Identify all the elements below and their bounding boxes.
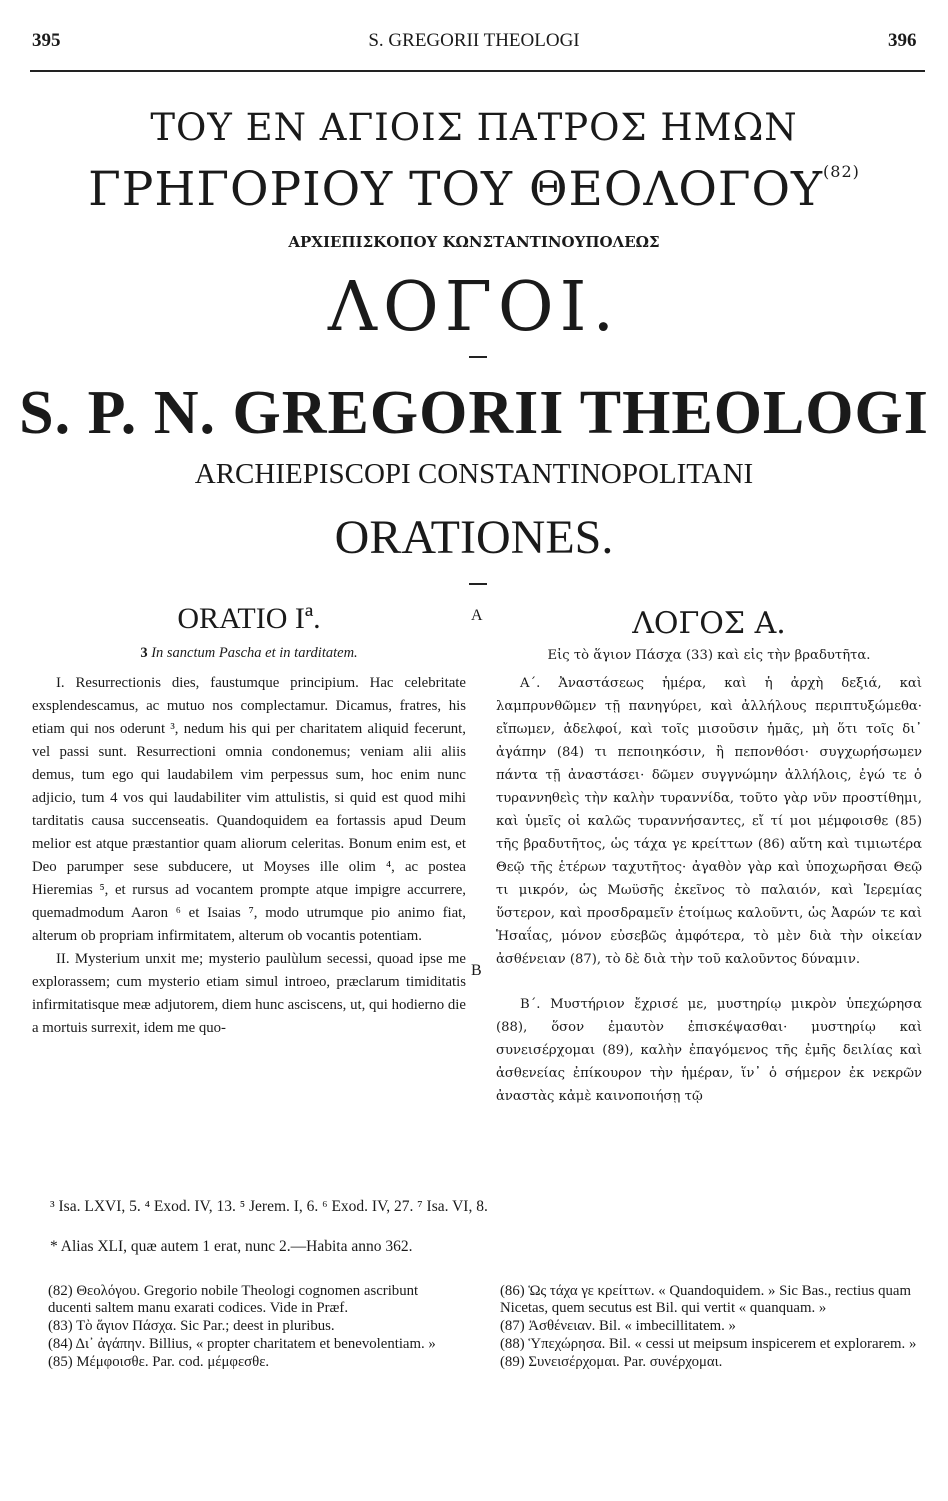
greek-paragraph-2: Β΄. Μυστήριον ἔχρισέ με, μυστηρίῳ μικρὸν ὑπεχώρησα (88), ὅσον ἐμαυτὸν ἐπισκέψασθαι· μυστηρίῳ καὶ συνεισέρχομαι (89), καλὴν ἐπαγόμενος τῆς ἐμῆς δειλίας καὶ ἀσθενείας ἐπίκουρον τὴν ἡμέραν, ἵν᾽ ὁ σήμερον ἐκ νεκρῶν ἀναστὰς κἀμὲ καινοποιήσῃ τῷ: [496, 997, 922, 1104]
greek-paragraph-1: Α΄. Ἀναστάσεως ἡμέρα, καὶ ἡ ἀρχὴ δεξιά, καὶ λαμπρυνθῶμεν τῇ πανηγύρει, καὶ ἀλλήλους περιπτυξώμεθα· εἴπωμεν, ἀδελφοί, καὶ τοῖς μισοῦσιν ἡμᾶς, μὴ ὅτι τοῖς δι᾽ ἀγάπην (84) τι πεποιηκόσιν, ἢ πεπονθόσι· συγχωρήσωμεν πάντα τῇ ἀναστάσει· δῶμεν συγγνώμην ἀλλήλοις, ἐγώ τε ὁ τυραννηθεὶς τὴν καλὴν τυραννίδα, τοῦτο γὰρ νῦν προστίθημι, καὶ ὑμεῖς οἱ καλῶς τυραννήσαντες, εἴ τί μοι μέμφοισθε (85) τῆς βραδυτῆτος, ὡς τάχα γε κρείττων (86) αὕτη καὶ τιμιωτέρα Θεῷ τῆς ἑτέρων ταχυτῆτος· ἀγαθὸν γὰρ καὶ ὑποχωρῆσαι Θεῷ τι μικρόν, ὡς Μωϋσῆς ἐκεῖνος τὸ παλαιόν, καὶ Ἱερεμίας ὕστερον, καὶ προσδραμεῖν ἑτοίμως καλοῦντι, ὡς Ἀαρών τε καὶ Ἡσαΐας, μόνον εὐσεβῶς ἀμφότερα, τὸ μὲν διὰ τὴν οἰκείαν ἀσθένειαν (87), τὸ δὲ διὰ τὴν τοῦ καλοῦντος δύναμιν.: [496, 676, 922, 967]
page-number-right: 396: [888, 30, 917, 51]
notes-right: [500, 1283, 920, 1372]
latin-paragraph-1: I. Resurrectionis dies, faustumque principium. Hac celebritate exsplendescamus, ac mutuo nos complectamur. Dicamus, fratres, his etiam qui nos oderunt ³, nedum his qui per charitatem aliquid fecerunt, vel passi sunt. Resurrectioni omnia condonemus; veniam alii aliis demus, tum ego qui laudabilem vim perpessus sum, hoc enim nunc adjicio, tum 4 vos qui laudabiliter vim attulistis, si quid est quod mihi tarditatis causa succenseatis. Quandoquidem ea fortassis apud Deum melior est atque præstantior quam aliorum celeritas. Bonum enim est, et Deo parumper sese subducere, ut Moyses ille olim ⁴, ac postea Hieremias ⁵, et rursus ad vocantem prompte atque impigre accurrere, quemadmodum Aaron ⁶ et Isaias ⁷, modo utrumque pio animo fiat, alterum ob propriam infirmitatem, alterum ob vocantis potentiam.: [32, 675, 466, 944]
latin-title-line2: ARCHIEPISCOPI CONSTANTINOPOLITANI: [194, 458, 754, 490]
notes-left: [48, 1283, 460, 1372]
note-84: (84) Δι᾽ ἀγάπην. Billius, « propter charitatem et benevolentiam. »: [48, 1336, 436, 1352]
greek-title-line2: [0, 162, 948, 217]
note-89: (89) Συνεισέρχομαι. Par. συνέρχομαι.: [500, 1354, 723, 1370]
note-87: (87) Ἀσθένειαν. Bil. « imbecillitatem. »: [500, 1318, 736, 1334]
greek-text-column: [496, 672, 922, 1108]
page-number-left: 395: [32, 30, 61, 51]
note-88: (88) Ὑπεχώρησα. Bil. « cessi ut meipsum inspicerem et explorarem. »: [500, 1336, 917, 1352]
note-82: (82) Θεολόγου. Gregorio nobile Theologi cognomen ascribunt ducenti saltem manu exarati codices. Vide in Præf.: [48, 1283, 419, 1316]
header-rule: [30, 70, 925, 72]
latin-paragraph-2: II. Mysterium unxit me; mysterio paulùlum secessi, quoad ipse me explorassem; cum mysterio etiam simul introeo, præclarum timiditatis infirmitatisque meæ adjutorem, diem hunc asciscens, ut, qui hodierno die a mortuis surrexit, idem me quo-: [32, 951, 466, 1036]
note-ref-82: (82): [823, 162, 860, 181]
footnote-star: * Alias XLI, quæ autem 1 erat, nunc 2.—Habita anno 362.: [50, 1238, 413, 1255]
greek-oration-heading: ΛΟΓΟΣ Α.: [632, 606, 786, 641]
latin-title-line1: S. P. N. GREGORII THEOLOGI: [19, 379, 929, 447]
latin-title-line3: ORATIONES.: [334, 511, 614, 564]
greek-oration-subheading: Εἰς τὸ ἅγιον Πάσχα (33) καὶ εἰς τὴν βραδυτῆτα.: [547, 648, 871, 663]
margin-letter-a: A: [471, 607, 483, 624]
note-86: (86) Ὡς τάχα γε κρείττων. « Quandoquidem. » Sic Bas., rectius quam Nicetas, quem secutus est Bil. qui vertit « quanquam. »: [500, 1283, 912, 1316]
note-83: (83) Τὸ ἅγιον Πάσχα. Sic Par.; deest in pluribus.: [48, 1318, 335, 1334]
greek-title-line3: ΑΡΧΙΕΠΙΣΚΟΠΟΥ ΚΩΝΣΤΑΝΤΙΝΟΥΠΟΛΕΩΣ: [288, 233, 660, 251]
latin-oration-subheading: [32, 645, 466, 662]
note-85: (85) Μέμφοισθε. Par. cod. μέμφεσθε.: [48, 1354, 270, 1370]
scripture-references: ³ Isa. LXVI, 5. ⁴ Exod. IV, 13. ⁵ Jerem. I, 6. ⁶ Exod. IV, 27. ⁷ Isa. VI, 8.: [50, 1198, 488, 1215]
subheading-number: 3: [140, 645, 148, 661]
margin-letter-b: B: [471, 962, 482, 979]
greek-author-name: ΓΡΗΓΟΡΙΟΥ ΤΟΥ ΘΕΟΛΟΓΟΥ: [88, 162, 824, 217]
title-divider-2: [469, 583, 487, 585]
subheading-text: In sanctum Pascha et in tarditatem.: [151, 645, 358, 661]
running-title: S. GREGORII THEOLOGI: [368, 30, 580, 51]
title-divider: [469, 356, 487, 358]
greek-logoi-title: ΛΟΓΟΙ.: [327, 268, 621, 347]
latin-text-column: [32, 672, 466, 1040]
greek-title-line1: ΤΟΥ ΕΝ ΑΓΙΟΙΣ ΠΑΤΡΟΣ ΗΜΩΝ: [150, 106, 798, 149]
latin-oration-heading: ORATIO Iª.: [177, 602, 321, 635]
